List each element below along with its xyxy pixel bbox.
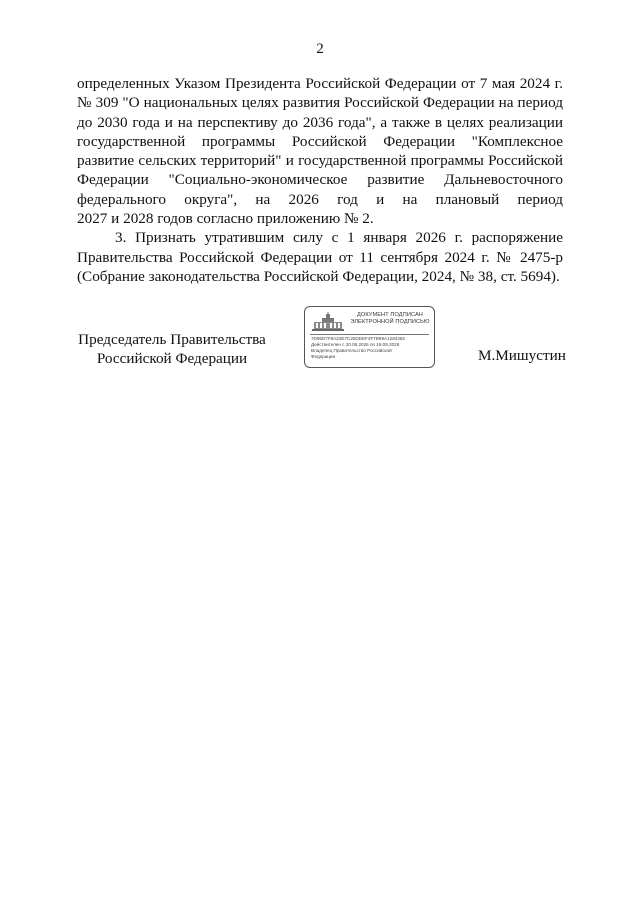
stamp-details	[311, 336, 405, 360]
paragraph1-line: определенных Указом Президента Российской Федерации от 7 мая 2024 г.	[77, 75, 563, 92]
paragraph1-line: до 2030 года и на перспективу до 2036 года", а также в целях реализации	[77, 113, 563, 131]
paragraph1-line: Федерации "Социально-экономическое развитие Дальневосточного	[77, 171, 563, 189]
paragraph1-line: развитие сельских территорий" и государственной программы Российской	[77, 152, 563, 170]
paragraph1-line: 2027 и 2028 годов согласно приложению № 2.	[77, 210, 374, 228]
validity-period: Действителен с 20.06.2026 по 19.09.2026	[311, 342, 400, 347]
paragraph1-line: № 309 "О национальных целях развития Российской Федерации на период	[77, 94, 563, 112]
paragraph1-line: федерального округа", на 2026 год и на плановый период	[77, 190, 563, 208]
certificate-number: 7D95D7F8A22E7C25DDEF4F7B99A1284382	[311, 336, 405, 341]
paragraph1-line: государственной программы Российской Федерации "Комплексное	[77, 132, 563, 150]
stamp-title	[347, 312, 433, 326]
signatory-name: М.Мишустин	[478, 347, 566, 364]
signatory-position-line: Российской Федерации	[96, 350, 248, 367]
signatory-position-line: Председатель Правительства	[78, 331, 266, 348]
stamp-divider	[310, 334, 429, 335]
paragraph2-line: Правительства Российской Федерации от 11 сентября 2024 г. № 2475-р	[77, 248, 563, 266]
stamp-title-line: ЭЛЕКТРОННОЙ ПОДПИСЬЮ	[350, 319, 430, 325]
signatory-position	[77, 330, 267, 368]
page-number: 2	[316, 41, 324, 57]
certificate-owner: Владелец Правительство Российской	[311, 348, 392, 353]
government-building-icon	[311, 312, 345, 332]
paragraph2-line: 3. Признать утратившим силу с 1 января 2026 г. распоряжение	[115, 229, 563, 247]
paragraph2-line: (Собрание законодательства Российской Федерации, 2024, № 38, ст. 5694).	[77, 267, 560, 285]
electronic-signature-stamp	[304, 306, 435, 368]
document-body	[77, 74, 563, 286]
certificate-owner: Федерации	[311, 354, 336, 359]
stamp-title-line: ДОКУМЕНТ ПОДПИСАН	[357, 312, 423, 318]
